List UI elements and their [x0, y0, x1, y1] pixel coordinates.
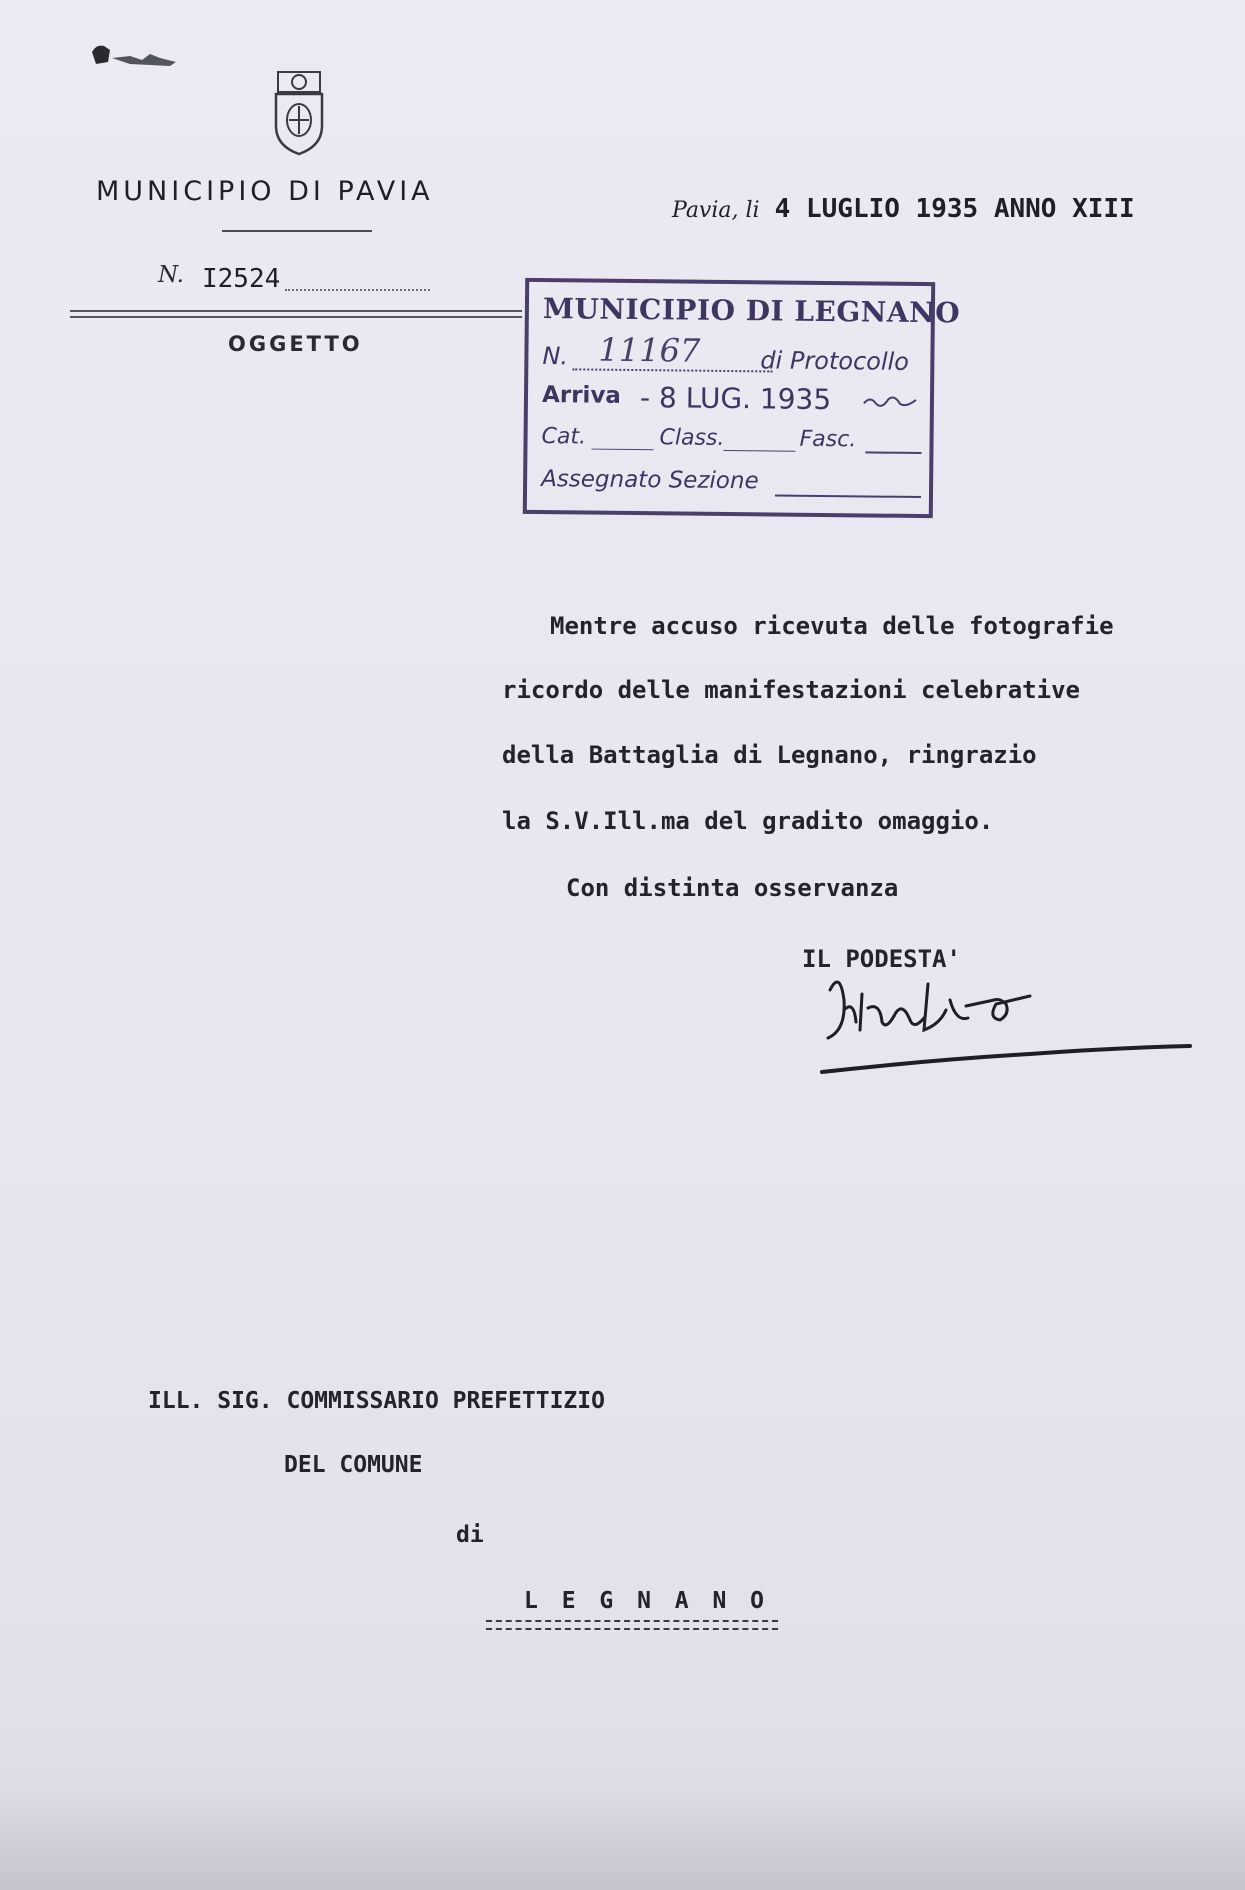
stamp-class-label: Class.	[659, 425, 725, 451]
date-line	[672, 194, 1135, 224]
letterhead-double-rule	[70, 310, 522, 318]
stamp-protocol-label: di Protocollo	[760, 346, 910, 376]
date-place: Pavia, li	[672, 198, 760, 223]
protocol-number-label: N.	[158, 262, 184, 288]
stamp-scribble-mark	[862, 391, 918, 410]
body-line: Mentre accuso ricevuta delle fotografie	[550, 612, 1114, 640]
stamp-file-label: Fasc.	[799, 426, 857, 453]
stamp-number-value: 11167	[598, 330, 701, 370]
stamp-class-line	[723, 450, 795, 452]
page-bottom-shadow	[0, 1790, 1245, 1890]
stamp-number-label: N.	[542, 342, 569, 371]
signatory-title: IL PODESTA'	[802, 945, 961, 973]
body-line: ricordo delle manifestazioni celebrative	[502, 676, 1080, 704]
letterhead-title: MUNICIPIO DI PAVIA	[96, 176, 434, 207]
stamp-arrival-date: - 8 LUG. 1935	[639, 381, 832, 417]
addressee-city: L E G N A N O	[524, 1588, 770, 1614]
addressee-line: ILL. SIG. COMMISSARIO PREFETTIZIO	[148, 1388, 605, 1414]
closing-salutation: Con distinta osservanza	[566, 874, 899, 902]
handwritten-signature	[810, 960, 1202, 1080]
title-rule	[222, 230, 372, 232]
subject-label: OGGETTO	[228, 332, 363, 356]
stamp-category-line	[591, 449, 653, 451]
addressee-line: di	[456, 1522, 484, 1548]
body-line: della Battaglia di Legnano, ringrazio	[502, 741, 1037, 769]
addressee-line: DEL COMUNE	[284, 1452, 423, 1478]
protocol-number-value: I2524	[202, 264, 281, 294]
stamp-title: MUNICIPIO DI LEGNANO	[542, 292, 961, 330]
stamp-section-label: Assegnato Sezione	[541, 466, 759, 495]
protocol-number-dots	[285, 289, 430, 291]
stamp-arrival-label: Arriva	[541, 382, 622, 409]
stamp-category-label: Cat.	[541, 424, 587, 450]
body-line: la S.V.Ill.ma del gradito omaggio.	[502, 807, 994, 835]
addressee-city-underline	[486, 1620, 778, 1630]
stamp-section-line	[775, 494, 921, 498]
protocol-stamp	[523, 278, 961, 518]
coat-of-arms-icon	[270, 70, 328, 156]
ink-blot-mark	[90, 40, 182, 72]
stamp-file-line	[865, 451, 921, 454]
date-value: 4 LUGLIO 1935 ANNO XIII	[774, 194, 1135, 224]
